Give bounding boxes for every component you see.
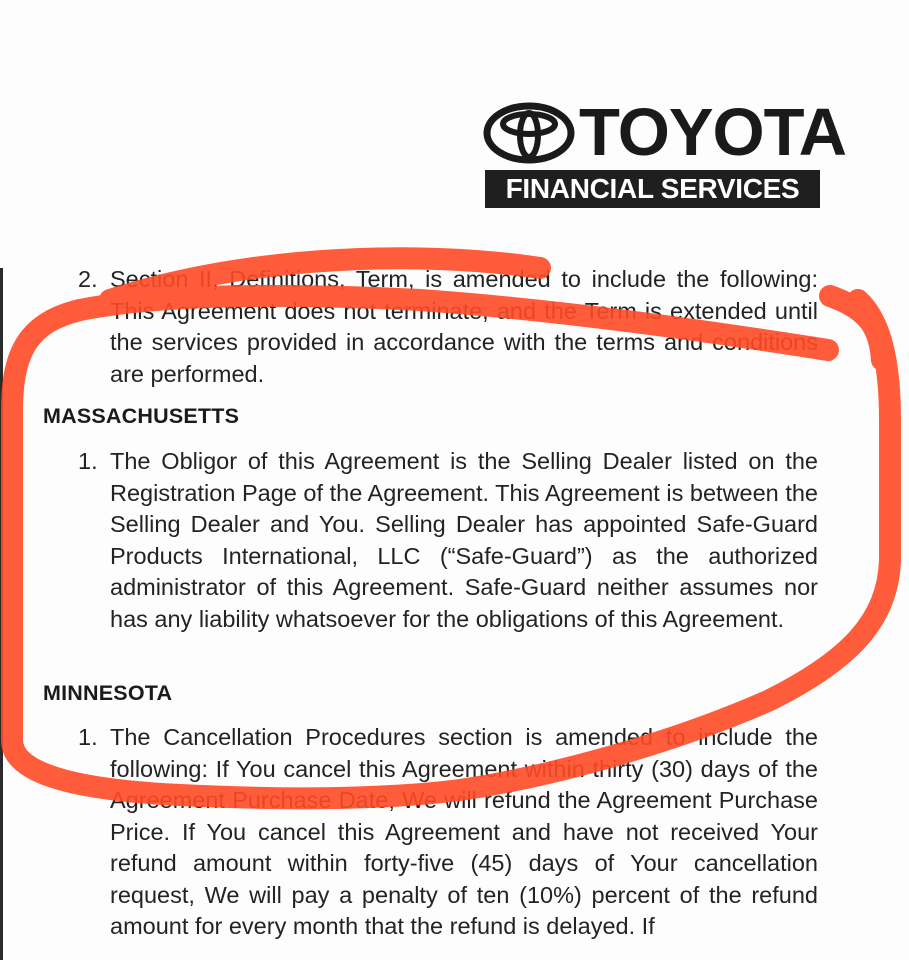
brand-subtitle: FINANCIAL SERVICES [505,173,800,204]
section-heading-massachusetts: MASSACHUSETTS [43,404,240,428]
brand-subtitle-bar [485,170,820,208]
page-margin-rule [0,268,3,960]
clause-text-massachusetts: The Obligor of this Agreement is the Selling Dealer listed on the Registration Page of the Agreement. This Agreement is between the Selling Dealer and You. Selling Dealer has appointed Safe-Guard Products International, LLC (“Safe-Guard”) as the authorized administrator of this Agreement. Safe-Guard neither assumes nor has any liability whatsoever for the obligations of this Agreement. [110,448,818,632]
clause-text-minnesota: The Cancellation Procedures section is amended to include the following: If You cancel this Agreement within thirty (30) days of the Agreement Purchase Date, We will refund the Agreement Purchase Price. If You cancel this Agreement and have not received Your refund amount within forty-five (45) days of Your cancellation request, We will pay a penalty of ten (10%) percent of the refund amount for every month that the refund is delayed. If [110,724,818,939]
toyota-financial-logo [483,95,846,210]
clause-text-section-ii: Section II, Definitions, Term, is amended to include the following: This Agreement does not terminate, and the Term is extended until the services provided in accordance with the terms and conditions are performed. [110,266,818,387]
clause-number: 1. [78,448,98,474]
section-heading-minnesota: MINNESOTA [43,681,173,705]
clause-number: 2. [78,266,98,292]
clause-number: 1. [78,724,98,750]
toyota-emblem-icon [483,102,575,164]
brand-wordmark: TOYOTA [579,95,846,170]
